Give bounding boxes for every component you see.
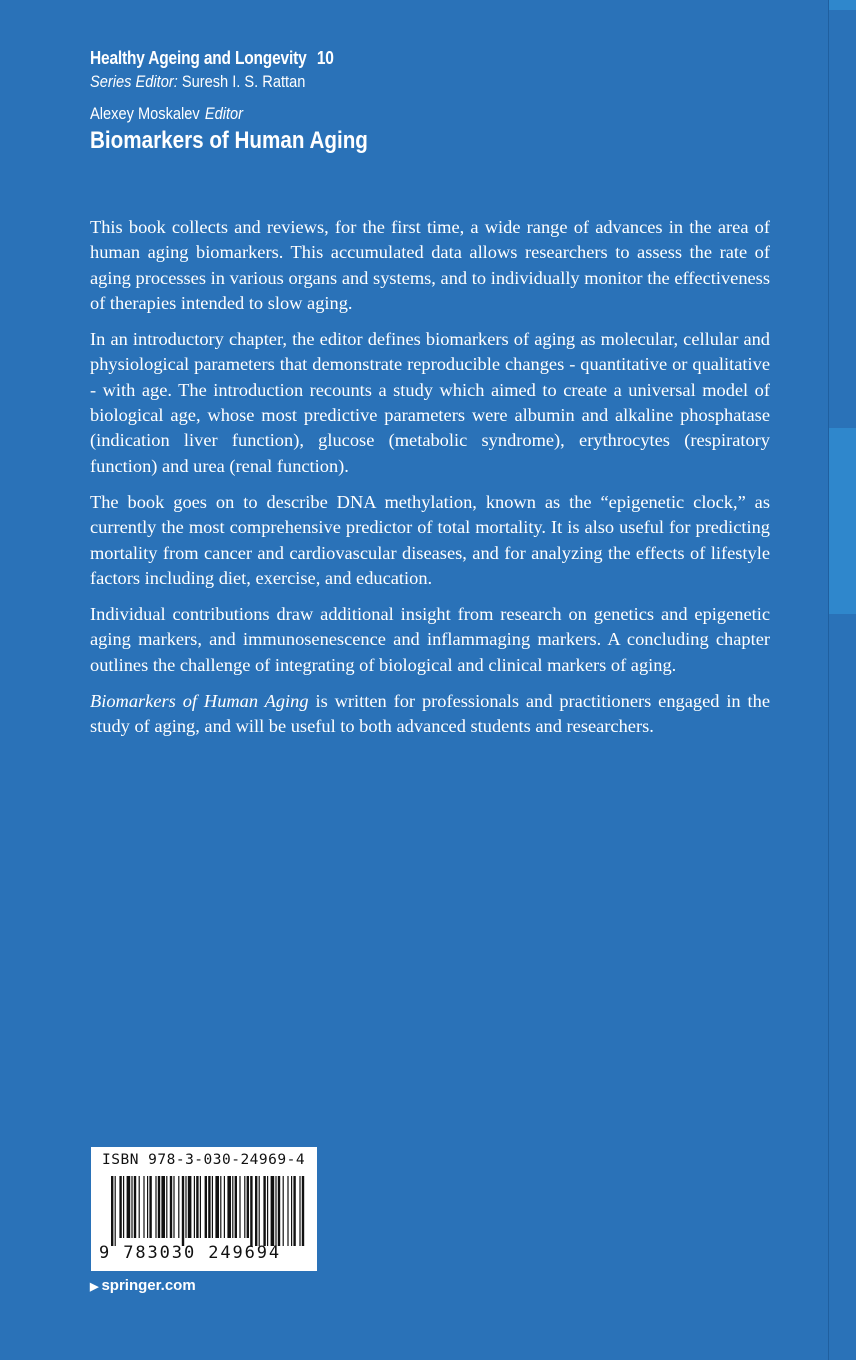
- blurb: [90, 215, 770, 751]
- barcode-bar: [244, 1176, 245, 1238]
- barcode-bar: [182, 1176, 184, 1246]
- series-editor-name: Suresh I. S. Rattan: [181, 72, 306, 91]
- blurb-paragraph: In an introductory chapter, the editor defines biomarkers of aging as molecular, cellular and physiological parameters that demonstrate reproducible changes - quantitative or qualitative - with age. The introduction recounts a study which aimed to create a universal model of biological age, whose most predictive parameters were albumin and alkaline phosphatase (indication liver function), glucose (metabolic syndrome), erythrocytes (respiratory function) and urea (renal function).: [90, 329, 770, 476]
- barcode-bar: [227, 1176, 231, 1238]
- barcode-box: [91, 1147, 317, 1271]
- series-line: [90, 46, 368, 70]
- barcode-bar: [278, 1176, 280, 1246]
- barcode-bar: [283, 1176, 284, 1246]
- cover-header: [90, 46, 413, 156]
- barcode-bar: [287, 1176, 288, 1246]
- series-editor-line: [90, 70, 368, 94]
- barcode-bar: [119, 1176, 121, 1238]
- barcode-bar: [158, 1176, 160, 1238]
- barcode-bar: [143, 1176, 144, 1238]
- barcode-bar: [166, 1176, 167, 1238]
- barcode-bar: [220, 1176, 221, 1238]
- barcode-bar: [235, 1176, 237, 1238]
- publisher-link[interactable]: [90, 1276, 196, 1297]
- barcode-bar: [139, 1176, 140, 1238]
- barcode-bar: [147, 1176, 148, 1238]
- spine-accent-segment: [829, 0, 856, 10]
- barcode-bar: [250, 1176, 252, 1246]
- publisher-url: springer.com: [101, 1277, 196, 1294]
- series-name: Healthy Ageing and Longevity: [90, 48, 307, 68]
- spine-accent-segment: [829, 428, 856, 614]
- barcode-bar: [188, 1176, 192, 1238]
- barcode-bar: [247, 1176, 249, 1238]
- barcode-bar: [263, 1176, 265, 1246]
- barcode-bar: [259, 1176, 260, 1246]
- barcode-bar: [291, 1176, 292, 1246]
- barcode-bar: [170, 1176, 172, 1238]
- author-role: Editor: [204, 104, 244, 123]
- arrow-right-icon: ▶: [90, 1281, 99, 1293]
- barcode-bar: [232, 1176, 233, 1238]
- barcode-bar: [302, 1176, 304, 1246]
- series-volume: 10: [316, 48, 334, 68]
- barcode-digits: 9 783030 249694: [99, 1243, 282, 1263]
- barcode-bar: [208, 1176, 210, 1238]
- blurb-paragraph: The book goes on to describe DNA methylation, known as the “epigenetic clock,” as currently the most comprehensive predictor of total mortality. It is also useful for predicting mortality from cancer and cardiovascular diseases, and for analyzing the effects of lifestyle factors including diet, exercise, and education.: [90, 491, 770, 588]
- book-title: Biomarkers of Human Aging: [90, 127, 368, 154]
- spine-strip: [828, 0, 856, 1360]
- barcode-bar: [161, 1176, 165, 1238]
- barcode-bar: [205, 1176, 207, 1238]
- barcode-bar: [149, 1176, 151, 1238]
- barcode-bar: [155, 1176, 156, 1238]
- author-name: Alexey Moskalev: [90, 104, 200, 123]
- barcode-bar: [111, 1176, 113, 1246]
- blurb-final-text: is written for professionals and practitioners engaged in the study of aging, and will be useful to both advanced students and researchers.: [90, 691, 770, 737]
- barcode-bar: [127, 1176, 131, 1238]
- series-editor-role: Series Editor:: [90, 72, 178, 91]
- barcode-bar: [299, 1176, 300, 1246]
- barcode-bar: [212, 1176, 213, 1238]
- barcode-bar: [271, 1176, 275, 1246]
- barcode-bar: [194, 1176, 195, 1238]
- barcode-bar: [178, 1176, 179, 1238]
- author-line: [90, 102, 368, 126]
- barcode-bar: [123, 1176, 124, 1238]
- barcode-bar: [267, 1176, 268, 1246]
- barcode-bar: [173, 1176, 174, 1238]
- blurb-paragraph: This book collects and reviews, for the first time, a wide range of advances in the area of human aging biomarkers. This accumulated data allows researchers to assess the rate of aging processes in various organs and systems, and to individually monitor the effectiveness of therapies intended to slow aging.: [90, 217, 770, 313]
- barcode-bar: [115, 1176, 116, 1246]
- barcode-bar: [196, 1176, 198, 1238]
- barcode-bar: [255, 1176, 257, 1246]
- barcode-icon: [111, 1176, 305, 1246]
- barcode-bar: [275, 1176, 276, 1246]
- barcode-bar: [134, 1176, 136, 1238]
- barcode-bar: [224, 1176, 225, 1238]
- barcode-bar: [215, 1176, 219, 1238]
- isbn-label: ISBN 978-3-030-24969-4: [102, 1152, 306, 1168]
- barcode-bar: [239, 1176, 240, 1238]
- barcode-bar: [131, 1176, 132, 1238]
- barcode-bar: [185, 1176, 186, 1238]
- blurb-paragraph: Individual contributions draw additional insight from research on genetics and epigenetic aging markers, and immunosenescence and inflammaging markers. A concluding chapter outlines the challenge of integrating of biological and clinical markers of aging.: [90, 604, 770, 675]
- barcode-bar: [200, 1176, 201, 1238]
- blurb-paragraph-final: [90, 689, 770, 740]
- blurb-book-title: Biomarkers of Human Aging: [90, 691, 309, 712]
- barcode-bar: [293, 1176, 295, 1246]
